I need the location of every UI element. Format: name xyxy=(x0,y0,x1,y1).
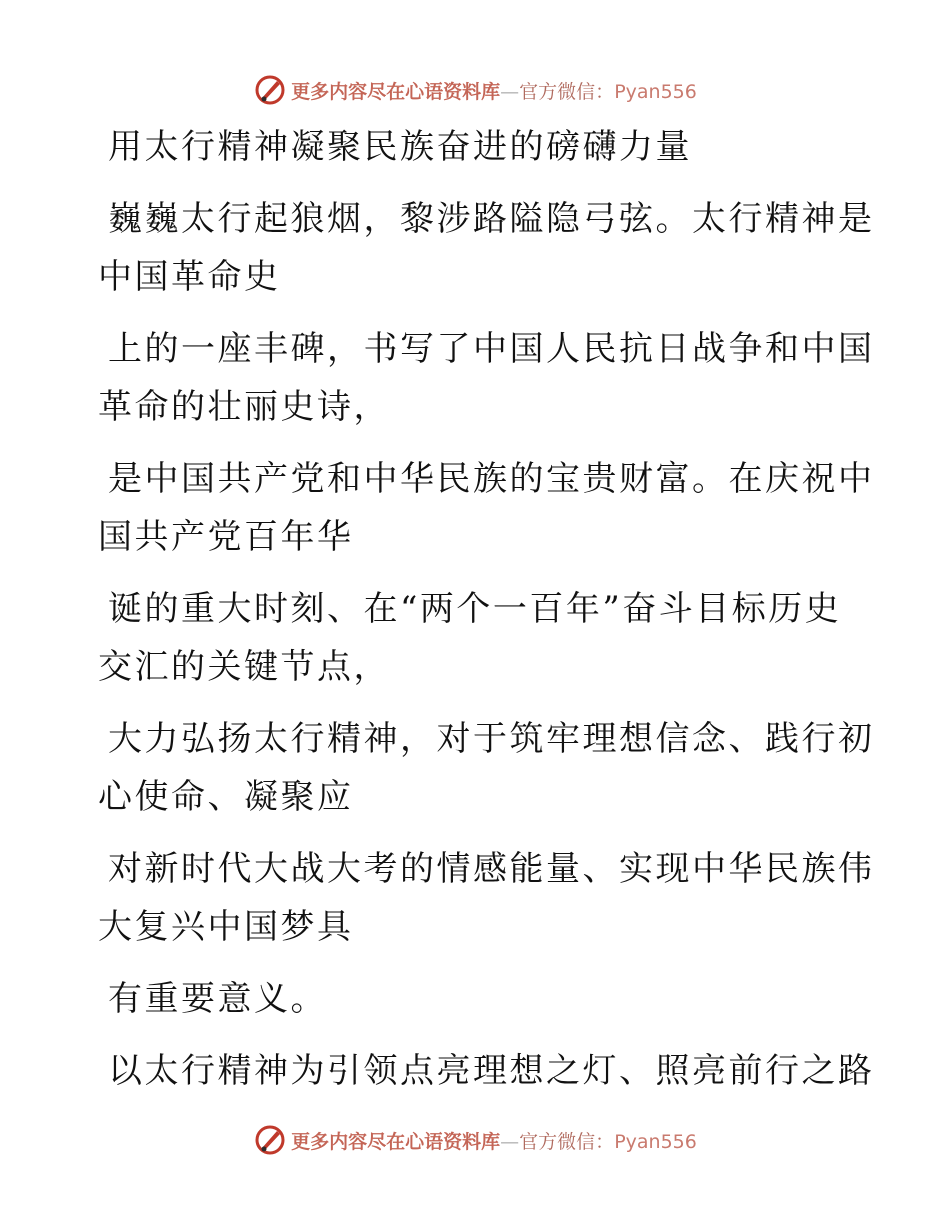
watermark-text xyxy=(291,77,697,104)
watermark-label: 官方微信： xyxy=(519,80,615,103)
paragraph-line: 以太行精神为引领点亮理想之灯、照亮前行之路 xyxy=(108,1051,875,1091)
paragraph-line: 大力弘扬太行精神，对于筑牢理想信念、践行初 xyxy=(108,719,875,759)
paragraph-line: 心使命、凝聚应 xyxy=(98,777,354,817)
paragraph-line: 上的一座丰碑，书写了中国人民抗日战争和中国 xyxy=(108,329,875,369)
document-title: 用太行精神凝聚民族奋进的磅礴力量 xyxy=(108,127,692,167)
header-watermark xyxy=(0,70,950,110)
footer-watermark xyxy=(0,1120,950,1160)
paragraph-line: 中国革命史 xyxy=(98,257,281,297)
brush-logo-icon xyxy=(253,73,287,107)
paragraph-line: 对新时代大战大考的情感能量、实现中华民族伟 xyxy=(108,849,875,889)
watermark-label: 官方微信： xyxy=(519,1130,615,1153)
watermark-name: 更多内容尽在心语资料库 xyxy=(291,80,501,103)
paragraph-line: 诞的重大时刻、在“两个一百年”奋斗目标历史 xyxy=(108,589,842,629)
brush-logo-icon xyxy=(253,1123,287,1157)
watermark-text xyxy=(291,1127,697,1154)
document-body xyxy=(98,118,875,1100)
watermark-id: Pyan556 xyxy=(614,1130,697,1153)
paragraph-line: 交汇的关键节点， xyxy=(98,647,390,687)
paragraph-line: 有重要意义。 xyxy=(108,979,327,1019)
watermark-name: 更多内容尽在心语资料库 xyxy=(291,1130,501,1153)
paragraph-line: 国共产党百年华 xyxy=(98,517,354,557)
watermark-id: Pyan556 xyxy=(614,80,697,103)
paragraph-line: 革命的壮丽史诗， xyxy=(98,387,390,427)
paragraph-line: 大复兴中国梦具 xyxy=(98,907,354,947)
paragraph-line: 是中国共产党和中华民族的宝贵财富。在庆祝中 xyxy=(108,459,875,499)
paragraph-line: 巍巍太行起狼烟，黎涉路隘隐弓弦。太行精神是 xyxy=(108,199,875,239)
watermark-separator: — xyxy=(500,80,520,103)
watermark-separator: — xyxy=(500,1130,520,1153)
